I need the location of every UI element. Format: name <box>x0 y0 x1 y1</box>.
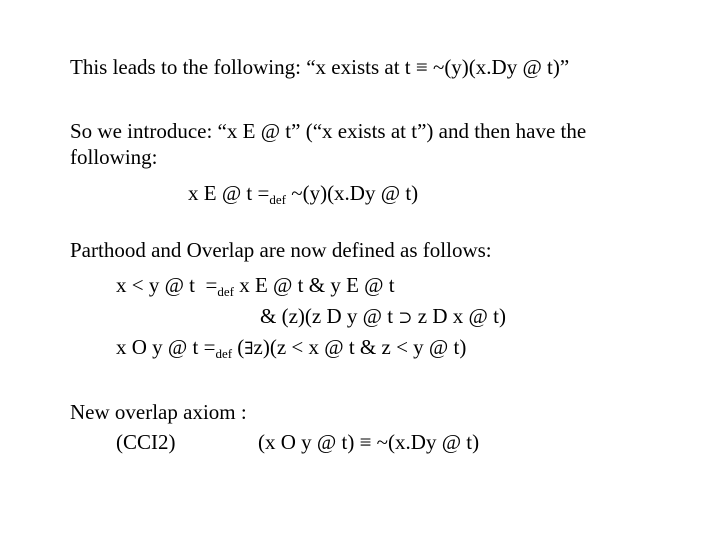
parthood-heading: Parthood and Overlap are now defined as follows: <box>70 238 492 262</box>
exists-definition <box>188 181 418 205</box>
parthood-definition <box>116 273 395 297</box>
intro-line: This leads to the following: “x exists at t ≡ ~(y)(x.Dy @ t)” <box>70 55 570 79</box>
part-def-cont-b: z D x @ t) <box>412 304 506 328</box>
exists-def-lhs: x E @ t = <box>188 181 270 205</box>
part-def-lhs: x < y @ t = <box>116 273 218 297</box>
axiom-formula: (x O y @ t) ≡ ~(x.Dy @ t) <box>258 430 480 454</box>
overlap-def-rhs: z)(z < x @ t & z < y @ t) <box>253 335 467 359</box>
parthood-definition-continued <box>260 304 506 330</box>
implies-symbol: ⊃ <box>398 308 413 328</box>
overlap-def-sub: def <box>215 346 233 361</box>
exists-def-rhs: ~(y)(x.Dy @ t) <box>285 181 419 205</box>
introduce-line-1: So we introduce: “x E @ t” (“x exists at t”) and then have the <box>70 119 587 143</box>
introduce-line-2: following: <box>70 145 158 169</box>
part-def-sub: def <box>217 284 234 299</box>
exists-symbol: ∃ <box>244 339 254 359</box>
part-def-rhs: x E @ t & y E @ t <box>233 273 395 297</box>
axiom-heading: New overlap axiom : <box>70 400 247 424</box>
overlap-definition <box>116 335 466 361</box>
overlap-def-open: ( <box>232 335 245 359</box>
overlap-def-lhs: x O y @ t = <box>116 335 216 359</box>
exists-def-sub: def <box>269 192 286 207</box>
part-def-cont-a: & (z)(z D y @ t <box>260 304 399 328</box>
axiom-label: (CCI2) <box>116 430 176 454</box>
